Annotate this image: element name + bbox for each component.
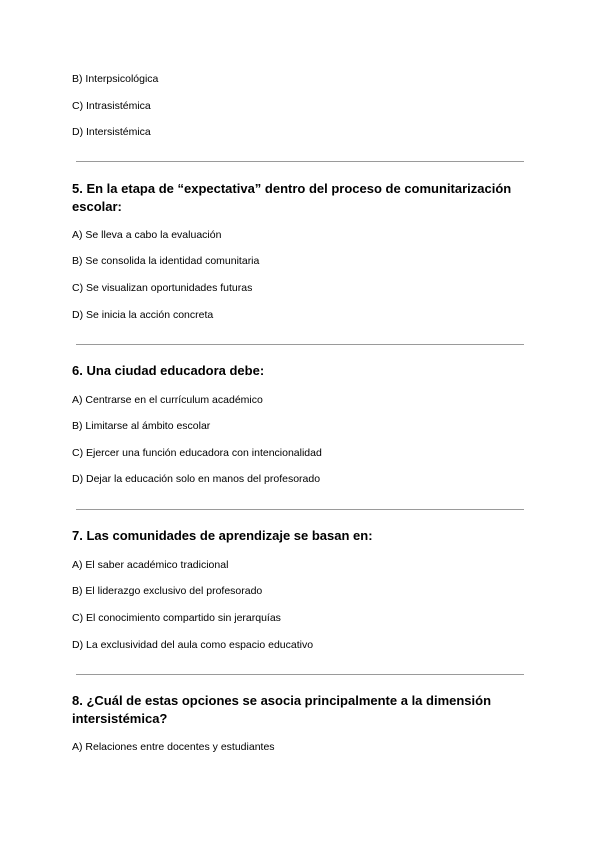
prev-option-d: D) Intersistémica	[72, 126, 151, 138]
q7-option-b: B) El liderazgo exclusivo del profesorado	[72, 585, 263, 597]
divider	[76, 674, 524, 675]
question-7-text: 7. Las comunidades de aprendizaje se basan en:	[72, 528, 373, 543]
q6-option-a: A) Centrarse en el currículum académico	[72, 394, 263, 406]
divider	[76, 161, 524, 162]
q7-option-d: D) La exclusividad del aula como espacio educativo	[72, 639, 314, 651]
question-8-text: 8. ¿Cuál de estas opciones se asocia principalmente a la dimensión intersistémica?	[72, 693, 492, 726]
prev-option-b: B) Interpsicológica	[72, 73, 159, 85]
q5-option-a: A) Se lleva a cabo la evaluación	[72, 229, 222, 241]
divider	[76, 509, 524, 510]
q7-option-c: C) El conocimiento compartido sin jerarquías	[72, 612, 281, 624]
q6-option-c: C) Ejercer una función educadora con intencionalidad	[72, 447, 322, 459]
prev-option-c: C) Intrasistémica	[72, 100, 151, 112]
divider	[76, 344, 524, 345]
q6-option-b: B) Limitarse al ámbito escolar	[72, 420, 211, 432]
q7-option-a: A) El saber académico tradicional	[72, 559, 229, 571]
q5-option-d: D) Se inicia la acción concreta	[72, 309, 214, 321]
question-5-text: 5. En la etapa de “expectativa” dentro del proceso de comunitarización escolar:	[72, 181, 512, 214]
q5-option-b: B) Se consolida la identidad comunitaria	[72, 255, 260, 267]
question-6-text: 6. Una ciudad educadora debe:	[72, 363, 265, 378]
q5-option-c: C) Se visualizan oportunidades futuras	[72, 282, 253, 294]
q6-option-d: D) Dejar la educación solo en manos del profesorado	[72, 473, 321, 485]
q8-option-a: A) Relaciones entre docentes y estudiantes	[72, 741, 275, 753]
